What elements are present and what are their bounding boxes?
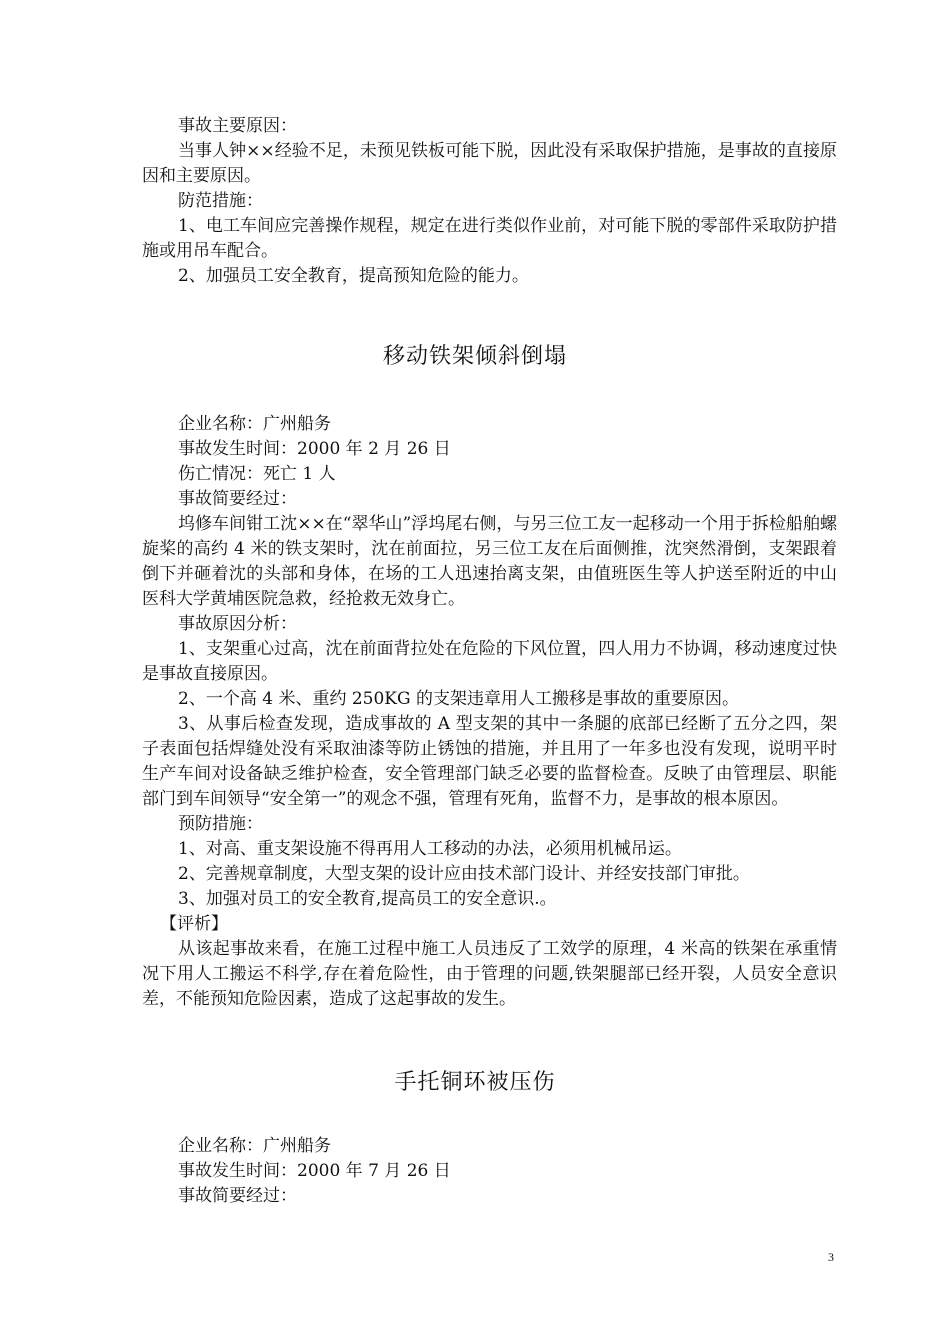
paragraph: 3、加强对员工的安全教育,提高员工的安全意识.。 <box>178 889 557 909</box>
paragraph: 2、加强员工安全教育，提高预知危险的能力。 <box>178 266 529 286</box>
paragraph: 事故简要经过： <box>178 1186 297 1206</box>
paragraph: 企业名称：广州船务 <box>178 1136 331 1156</box>
paragraph: 防范措施： <box>178 191 263 211</box>
page-number: 3 <box>828 1250 834 1264</box>
paragraph: 事故主要原因： <box>178 116 297 136</box>
paragraph: 事故发生时间：2000 年 7 月 26 日 <box>178 1161 451 1181</box>
paragraph: 1、支架重心过高，沈在前面背拉处在危险的下风位置，四人用力不协调，移动速度过快是事故直接原因。 <box>142 639 837 684</box>
paragraph: 伤亡情况：死亡 1 人 <box>178 464 336 484</box>
paragraph: 1、电工车间应完善操作规程，规定在进行类似作业前，对可能下脱的零部件采取防护措施或用吊车配合。 <box>142 216 837 261</box>
paragraph: 企业名称：广州船务 <box>178 414 331 434</box>
analysis-heading: 【评析】 <box>160 914 228 934</box>
section-body <box>142 412 837 1012</box>
paragraph: 当事人钟××经验不足，未预见铁板可能下脱，因此没有采取保护措施，是事故的直接原因和主要原因。 <box>142 141 837 186</box>
section-accident-cause <box>142 114 837 289</box>
paragraph: 事故发生时间：2000 年 2 月 26 日 <box>178 439 451 459</box>
paragraph: 预防措施： <box>178 814 263 834</box>
section-title: 移动铁架倾斜倒塌 <box>382 344 567 369</box>
paragraph: 坞修车间钳工沈××在“翠华山”浮坞尾右侧，与另三位工友一起移动一个用于拆检船舶螺旋桨的高约 4 米的铁支架时，沈在前面拉，另三位工友在后面侧推，沈突然滑倒，支架跟着倒下并砸着沈的头部和身体，在场的工人迅速抬离支架，由值班医生等人护送至附近的中山医科大学黄埔医院急救，经抢救无效身亡。 <box>142 514 837 609</box>
paragraph: 2、一个高 4 米、重约 250KG 的支架违章用人工搬移是事故的重要原因。 <box>178 689 739 709</box>
paragraph: 事故简要经过： <box>178 489 297 509</box>
paragraph: 3、从事后检查发现，造成事故的 A 型支架的其中一条腿的底部已经断了五分之四，架子表面包括焊缝处没有采取油漆等防止锈蚀的措施，并且用了一年多也没有发现，说明平时生产车间对设备缺乏维护检查，安全管理部门缺乏必要的监督检查。反映了由管理层、职能部门到车间领导“安全第一”的观念不强，管理有死角，监督不力，是事故的根本原因。 <box>142 714 837 809</box>
paragraph: 事故原因分析： <box>178 614 297 634</box>
section-body <box>142 1134 837 1209</box>
paragraph: 1、对高、重支架设施不得再用人工移动的办法，必须用机械吊运。 <box>178 839 682 859</box>
section-title: 手托铜环被压伤 <box>394 1070 556 1095</box>
paragraph: 2、完善规章制度，大型支架的设计应由技术部门设计、并经安技部门审批。 <box>178 864 750 884</box>
paragraph: 从该起事故来看，在施工过程中施工人员违反了工效学的原理，4 米高的铁架在承重情况下用人工搬运不科学,存在着危险性，由于管理的问题,铁架腿部已经开裂，人员安全意识差，不能预知危险因素，造成了这起事故的发生。 <box>142 939 837 1009</box>
